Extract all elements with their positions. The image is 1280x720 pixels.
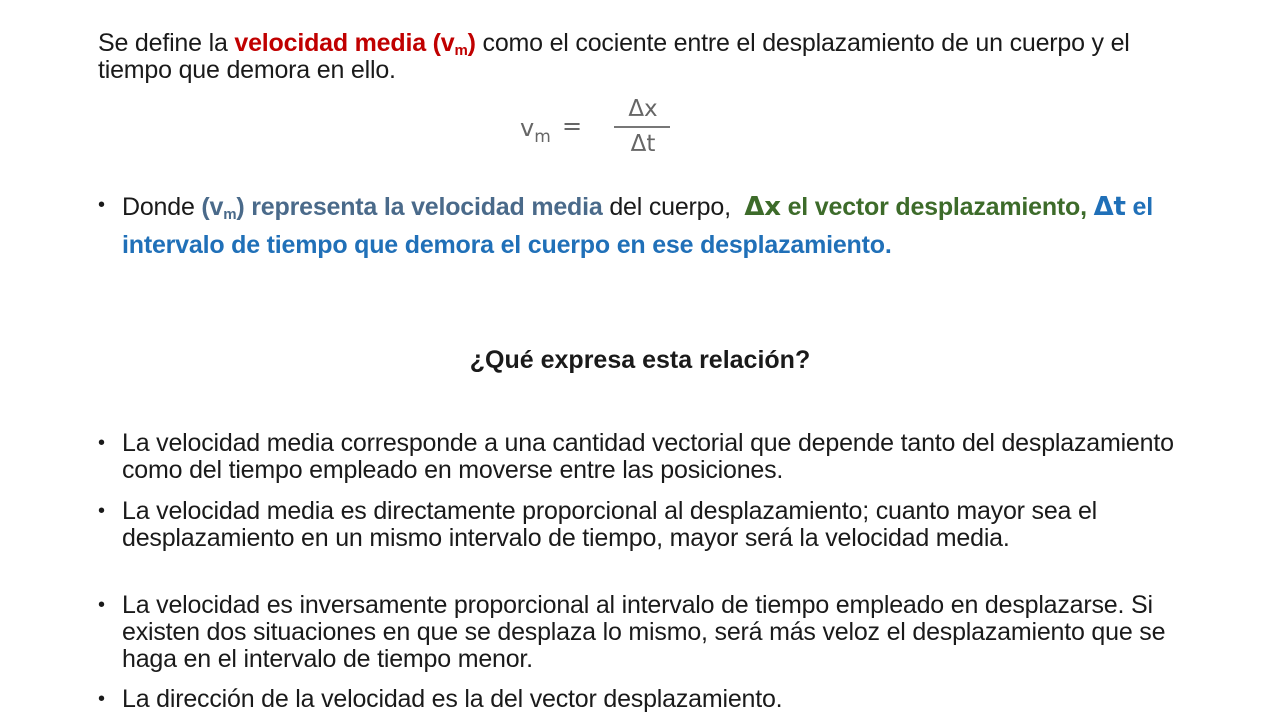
bullet-definition-terms <box>98 188 1188 264</box>
vm-description: ) representa la velocidad media <box>236 193 603 221</box>
question-heading: ¿Qué expresa esta relación? <box>469 346 811 374</box>
bullet-item <box>98 592 1188 673</box>
formula-equals: = <box>562 112 583 140</box>
dx-description: el vector desplazamiento, <box>780 193 1094 221</box>
bullet-item <box>98 430 1188 484</box>
formula-lhs-symbol: v <box>520 114 535 142</box>
intro-text-start: Se define la <box>98 29 235 57</box>
defined-term-label: velocidad media (v <box>234 29 455 57</box>
formula-numerator: Δx <box>628 96 658 122</box>
bullet-icon: • <box>98 594 105 616</box>
bullet-text <box>122 188 1188 264</box>
bullet-text: La velocidad media corresponde a una cantidad vectorial que depende tanto del desplazamiento como del tiempo empleado en moverse entre las posiciones. <box>122 429 1174 484</box>
vm-subscript: m <box>223 206 237 223</box>
definition-paragraph <box>98 30 1188 84</box>
bullet-icon: • <box>98 194 105 216</box>
dx-term <box>744 193 1093 221</box>
formula-denominator: Δt <box>630 131 656 157</box>
formula-fraction-bar <box>614 126 670 128</box>
dt-description: el intervalo de tiempo que demora el cuerpo en ese desplazamiento. <box>122 193 1153 259</box>
velocity-formula <box>520 96 660 166</box>
bullet-icon: • <box>98 688 105 710</box>
defined-term-close: ) <box>467 29 476 57</box>
bullet1-text-mid: del cuerpo, <box>602 193 738 221</box>
formula-lhs-subscript: m <box>534 127 551 147</box>
defined-term-subscript: m <box>454 42 468 59</box>
vm-open: (v <box>201 193 224 221</box>
bullet-icon: • <box>98 432 105 454</box>
dx-symbol: Δx <box>744 192 781 222</box>
bullet-text: La dirección de la velocidad es la del vector desplazamiento. <box>122 685 783 713</box>
bullet-text: La velocidad media es directamente proporcional al desplazamiento; cuanto mayor sea el desplazamiento en un mismo intervalo de tiempo, mayor será la velocidad media. <box>122 497 1098 552</box>
dt-symbol: Δt <box>1093 192 1126 222</box>
formula-lhs <box>520 114 551 147</box>
bullet-icon: • <box>98 500 105 522</box>
defined-term <box>234 29 475 57</box>
bullet-item <box>98 498 1188 552</box>
bullet-item <box>98 686 1188 713</box>
vm-term <box>201 193 602 221</box>
intro-text-end: como el cociente entre el desplazamiento de un cuerpo y el tiempo que demora en ello. <box>98 29 1130 84</box>
bullet1-text-start: Donde <box>122 193 202 221</box>
bullet-text: La velocidad es inversamente proporcional al intervalo de tiempo empleado en desplazarse. Si existen dos situaciones en que se desplaza lo mismo, será más veloz el desplazamiento que se haga en el intervalo de tiempo menor. <box>122 591 1166 673</box>
